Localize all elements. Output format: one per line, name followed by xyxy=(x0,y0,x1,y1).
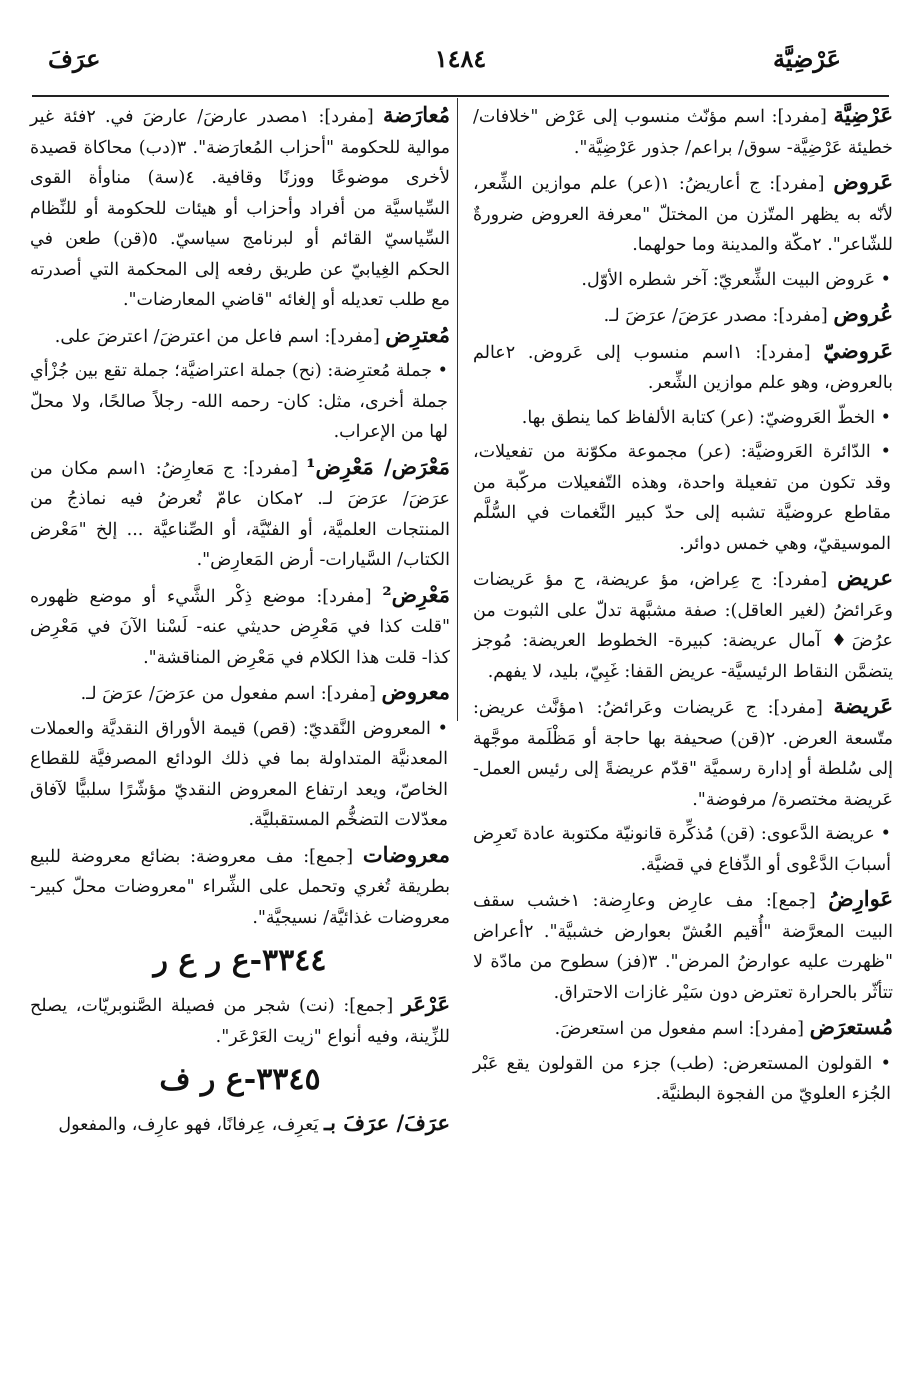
dictionary-entry xyxy=(30,989,450,1052)
dictionary-entry xyxy=(30,100,450,316)
entry-headword: مُعارَضة xyxy=(382,102,450,127)
dictionary-entry xyxy=(30,580,450,674)
entry-body: [مفرد]: ج أعاريضُ: ١(عر) علم موازين الشِّعر، لأنّه به يظهر المتّزن من المختلّ "معرفة العروض ضرورةٌ للشّاعر". ٢مكّة والمدينة وما حولهما. xyxy=(473,174,893,255)
column-divider xyxy=(457,98,458,721)
entry-headword: معروض xyxy=(381,679,450,704)
dictionary-entry xyxy=(30,840,450,934)
entry-headword: مُعترِض xyxy=(385,321,450,347)
sub-entry xyxy=(473,265,893,296)
entry-headword: مَعْرِض² xyxy=(382,581,450,607)
entry-body: • عريضة الدَّعوى: (قن) مُذكِّرة قانونيّة مكتوبة عادة تَعرِض أسبابَ الدَّعْوى أو الدِّفاع في قضيَّة. xyxy=(473,824,891,875)
entry-body: [مفرد]: ١اسم منسوب إلى عَروض. ٢عالم بالعروض، وهو علم موازين الشِّعر. xyxy=(473,342,893,393)
left-column xyxy=(30,100,450,1145)
entry-body: [مفرد]: مصدر عرَضَ/ عرَضَ لـ. xyxy=(603,306,828,326)
sub-entry xyxy=(30,714,450,836)
header-rule xyxy=(32,95,889,97)
entry-headword: مَعْرَض/ مَعْرِض¹ xyxy=(306,453,450,479)
entry-headword: عَوارِضُ xyxy=(828,886,893,911)
dictionary-entry xyxy=(30,452,450,576)
entry-body: [مفرد]: اسم مفعول من استعرضَ. xyxy=(554,1019,804,1039)
entry-headword: عَروض xyxy=(833,169,893,194)
entry-headword: عَريضة xyxy=(833,693,893,718)
dictionary-entry xyxy=(473,336,893,399)
dictionary-entry xyxy=(30,677,450,710)
entry-body: [مفرد]: اسم مؤنّث منسوب إلى عَرْض "خلافات/ خطيئة عَرْضِيَّة- سوق/ براعم/ جذور عَرْضِيَّة". xyxy=(473,107,893,158)
entry-headword: عَرْضِيَّة xyxy=(833,102,893,127)
entry-headword: عريض xyxy=(837,565,893,590)
entry-headword: عَرْعَر xyxy=(401,991,450,1016)
entry-body: [مفرد]: ١مصدر عارضَ/ عارضَ في. ٢فئة غير موالية للحكومة "أحزاب المُعارَضة". ٣(دب) محاكاة قصيدة لأخرى موضوعًا ووزنًا وقافية. ٤(سة) مناوأة القوى السِّياسيَّة من أفراد وأحزاب أو هيئات للحكومة أو للنِّظام السِّياسيّ القائم أو لبرنامج سياسيّ. ٥(قن) طعن في الحكم الغِيابيّ عن طريق رفعه إلى المحكمة التي أصدرته مع طلب تعديله أو إلغائه "قاضي المعارضات". xyxy=(30,107,450,310)
entry-body: [مفرد]: ج عِراض، مؤ عريضة، ج مؤ عَريضات وعَرائضُ (لغير العاقل): صفة مشبَّهة تدلّ على الثبوت من عرُضَ♦ آمال عريضة: كبيرة- الخطوط العريضة: مُوجز يتضمَّن النقاط الرئيسيَّة- عريض القفا: غَبِيّ، بليد، لا يفهم. xyxy=(473,570,893,682)
entry-headword: عُروض xyxy=(833,301,893,326)
dictionary-entry xyxy=(473,299,893,332)
entry-headword: عرَفَ/ عرَفَ بـ xyxy=(323,1110,450,1135)
entry-body: يَعرِف، عِرفانًا، فهو عارِف، والمفعول xyxy=(58,1115,319,1135)
sub-entry xyxy=(473,819,893,880)
page-header xyxy=(30,38,891,88)
entry-body: • الدّائرة العَروضيَّة: (عر) مجموعة مكوّنة من تفعيلات، وقد تكون من تفعيلة واحدة، وهذه التّفعيلات مركّبة من مقاطع عروضيَّة تشبه إلى حدّ كبير النَّغمات في السُّلَّم الموسيقيّ، وهي خمس دوائر. xyxy=(473,442,891,554)
entry-body: • جملة مُعترِضة: (نح) جملة اعتراضيَّة؛ جملة تقع بين جُزْأي جملة أخرى، مثل: كان- رحمه الله- رجلاً صالحًا، ولا محلّ لها من الإعراب. xyxy=(30,361,448,442)
dictionary-entry xyxy=(473,884,893,1008)
entry-body: • عَروض البيت الشِّعريّ: آخر شطره الأوّل. xyxy=(581,269,891,290)
dictionary-entry xyxy=(30,1108,450,1141)
dictionary-entry xyxy=(473,691,893,815)
dictionary-entry xyxy=(30,320,450,353)
entry-headword: معروضات xyxy=(362,841,450,867)
entry-body: [جمع]: مف عارِض وعارِضة: ١خشب سقف البيت المعرَّضة "أُقيم العُشّ بعوارض خشبيَّة". ٢أعراض "ظهرت عليه عوارضُ المرض". ٣(فز) سطوح من مادّة لا تتأثّر بالحرارة تعترض دون سَيْر غازات الاحتراق. xyxy=(473,891,893,1003)
section-heading-3344: ٣٣٤٤-ع ر ع ر xyxy=(153,943,327,978)
entry-headword: عَروضيّ xyxy=(823,337,893,363)
dictionary-entry xyxy=(473,563,893,687)
entry-body: [جمع]: (نت) شجر من فصيلة الصَّنوبريّات، يصلح للزِّينة، وفيه أنواع "زيت العَرْعَر". xyxy=(30,996,450,1047)
right-column xyxy=(473,100,893,1114)
entry-body: • المعروض النَّقديّ: (قص) قيمة الأوراق النقديَّة والعملات المعدنيَّة المتداولة بما في ذلك الودائع المصرفيَّة للقطاع الخاصّ، ويعد ارتفاع المعروض النقديّ مؤشّرًا سلبيًّا لآفاق معدّلات التضخُّم المستقبليَّة. xyxy=(30,718,449,830)
entry-body: • الخطّ العَروضيّ: (عر) كتابة الألفاظ كما ينطق بها. xyxy=(521,407,891,428)
dictionary-entry xyxy=(473,1012,893,1045)
dictionary-entry xyxy=(473,167,893,261)
dictionary-entry xyxy=(473,100,893,163)
entry-body: [مفرد]: ج مَعارِضُ: ١اسم مكان من عرَضَ/ عرَضَ لـ. ٢مكان عامّ تُعرضُ فيه نماذجُ من المنتجات العلميَّة، أو الفنّيَّة، أو الصِّناعيَّة ... إلخ "مَعْرض الكتاب/ السَّيارات- أرض المَعارِض". xyxy=(30,458,450,570)
entry-body: [مفرد]: ج عَريضات وعَرائضُ: ١مؤنَّث عريض: متّسعة العرض. ٢(قن) صحيفة بها حاجة أو مَظْلَمة موجَّهة إلى سُلطة أو إدارة رسميَّة "قدّم عريضةً إلى رئيس العمل- عَريضة مختصرة/ مرفوضة". xyxy=(473,698,893,810)
sub-entry xyxy=(473,403,893,434)
entry-body: [مفرد]: اسم مفعول من عرَضَ/ عرَضَ لـ. xyxy=(80,684,376,704)
page-number: ١٤٨٤ xyxy=(434,44,487,73)
sub-entry xyxy=(473,1049,893,1110)
entry-body: [جمع]: مف معروضة: بضائع معروضة للبيع بطريقة تُغري وتحمل على الشِّراء "معروضات محلّ كبير- معروضات غذائيَّة/ نسيجيَّة". xyxy=(30,846,450,928)
sub-entry xyxy=(473,437,893,559)
entry-headword: مُستعرَض xyxy=(809,1014,893,1039)
entry-body: • القولون المستعرض: (طب) جزء من القولون يقع عَبْر الجُزء العلويّ من الفجوة البطنيَّة. xyxy=(473,1053,891,1104)
sub-entry xyxy=(30,356,450,448)
section-heading-3345: ٣٣٤٥-ع ر ف xyxy=(159,1062,321,1097)
header-right-word: عَرْضِيَّة xyxy=(772,44,841,73)
header-left-word: عرَفَ xyxy=(48,44,101,73)
entry-body: [مفرد]: موضع ذِكْر الشَّيء أو موضع ظهوره "قلت كذا في مَعْرِض حديثي عنه- لَسْنا الآنَ في مَعْرِض كذا- قلت هذا الكلام في مَعْرِض المناقشة". xyxy=(30,586,450,668)
entry-body: [مفرد]: اسم فاعل من اعترضَ/ اعترضَ على. xyxy=(54,326,380,347)
